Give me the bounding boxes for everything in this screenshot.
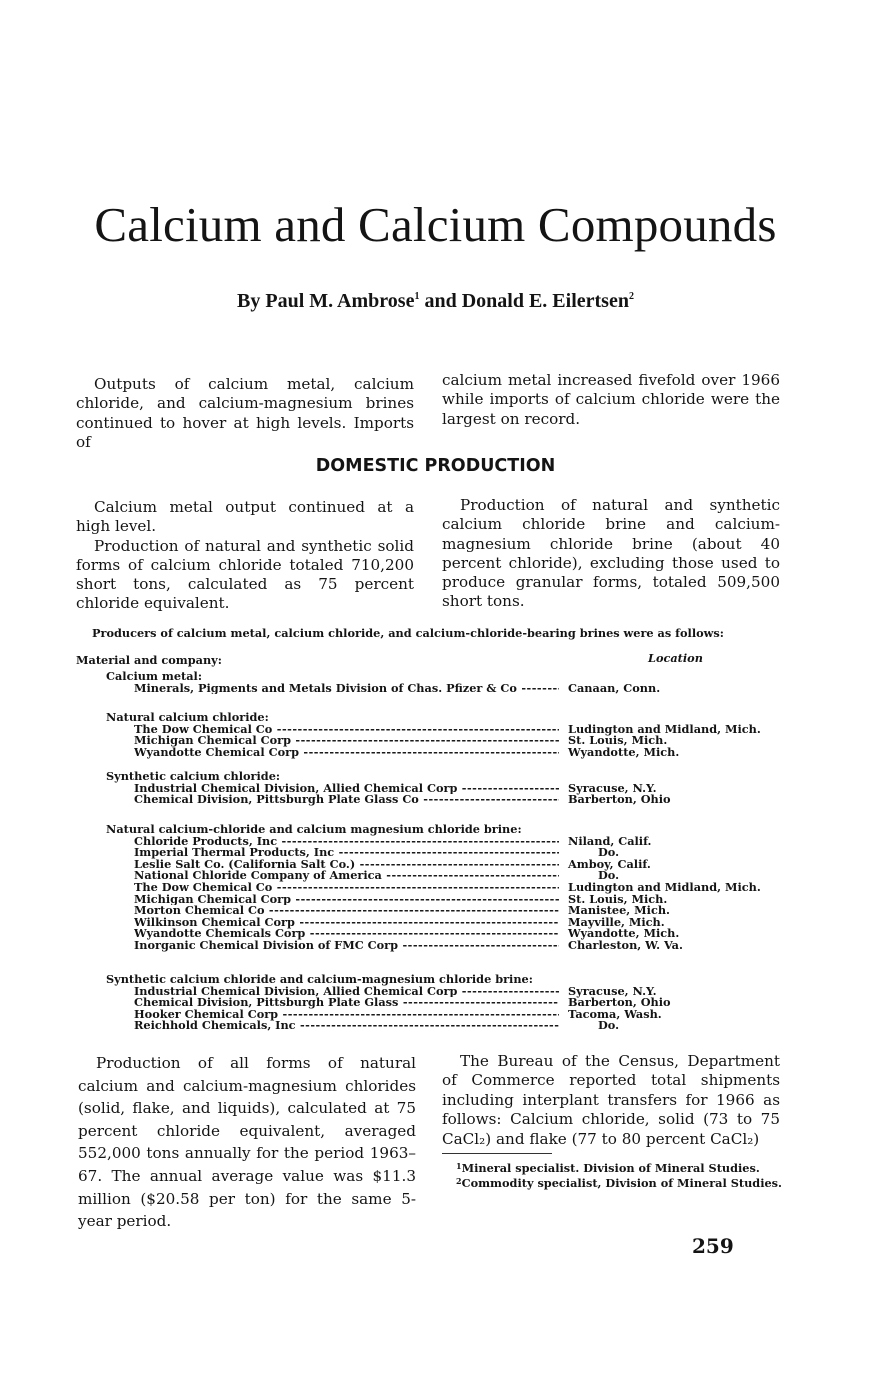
producer-company: Michigan Chemical Corp -----	[134, 893, 559, 906]
producer-location: Do.	[598, 1018, 620, 1033]
producer-location: Amboy, Calif.	[568, 856, 651, 871]
producer-company: Wilkinson Chemical Corp -----	[134, 916, 559, 929]
producer-location: Wyandotte, Mich.	[568, 744, 680, 759]
producer-group-heading: Synthetic calcium chloride:	[106, 769, 281, 783]
page-title: Calcium and Calcium Compounds	[94, 197, 777, 252]
producer-group-heading: Natural calcium chloride:	[106, 710, 269, 724]
producer-company: Reichhold Chemicals, Inc -----	[134, 1019, 559, 1032]
producer-row	[0, 746, 871, 759]
producer-location: Charleston, W. Va.	[568, 938, 683, 952]
domestic-right-p1: Production of natural and synthetic calcium chloride brine and calcium-magnesium chloride brine (about 40 percent chloride), excluding those used to produce granular forms, totaled 509,500 short tons.	[442, 496, 780, 611]
producer-location: Mayville, Mich.	[568, 914, 665, 929]
producer-location: Do.	[598, 868, 620, 883]
producer-company: Leslie Salt Co. (California Salt Co.) -----	[134, 858, 559, 871]
producer-location: St. Louis, Mich.	[568, 733, 668, 748]
intro-left-text: Outputs of calcium metal, calcium chloride, and calcium-magnesium brines continued to hover at high levels. Imports of	[76, 375, 414, 451]
producer-row	[0, 682, 871, 695]
producer-location: Ludington and Midland, Mich.	[568, 880, 761, 894]
domestic-left-p1: Calcium metal output continued at a high level.	[76, 498, 414, 536]
producer-company: Michigan Chemical Corp -----	[134, 734, 559, 747]
producer-location: Syracuse, N.Y.	[568, 983, 657, 998]
producer-location: Barberton, Ohio	[568, 995, 671, 1010]
footnotes	[442, 1160, 782, 1189]
producer-company: The Dow Chemical Co -----	[134, 881, 559, 894]
producer-company: Chemical Division, Pittsburgh Plate Glass -----	[134, 996, 559, 1009]
producer-group-heading: Calcium metal:	[106, 669, 203, 683]
producer-company: The Dow Chemical Co -----	[134, 723, 559, 736]
section-heading: DOMESTIC PRODUCTION	[315, 456, 556, 476]
producer-row	[0, 793, 871, 806]
producer-company: Industrial Chemical Division, Allied Chemical Corp -----	[134, 985, 559, 998]
producer-location: Ludington and Midland, Mich.	[568, 721, 761, 736]
domestic-left-p2: Production of natural and synthetic solid forms of calcium chloride totaled 710,200 short tons, calculated as 75 percent chloride equivalent.	[76, 536, 414, 613]
bottom-left-text: Production of all forms of natural calcium and calcium-magnesium chlorides (solid, flake, and liquids), calculated at 75 percent chloride equivalent, averaged 552,000 tons annually for the period 1963–67. The annual average value was $11.3 million ($20.58 per ton) for the same 5-year period.	[78, 1054, 416, 1231]
producer-location: Niland, Calif.	[568, 833, 652, 848]
footnote-ref-1: 1	[414, 291, 420, 302]
author-2: and Donald E. Eilertsen	[419, 290, 629, 312]
producer-company: Minerals, Pigments and Metals Division of Chas. Pfizer & Co -----	[134, 682, 559, 695]
intro-right-text: calcium metal increased fivefold over 1966 while imports of calcium chloride were the largest on record.	[442, 371, 780, 428]
producer-company: National Chloride Company of America -----	[134, 869, 559, 882]
producer-group-heading: Synthetic calcium chloride and calcium-magnesium chloride brine:	[106, 972, 533, 986]
bottom-left-column	[78, 1052, 416, 1233]
producer-location: Syracuse, N.Y.	[568, 780, 657, 795]
page-number: 259	[692, 1234, 734, 1258]
producer-location: Wyandotte, Mich.	[568, 926, 680, 941]
producer-company: Industrial Chemical Division, Allied Chemical Corp -----	[134, 782, 559, 795]
producer-location: Do.	[598, 845, 620, 860]
producers-intro: Producers of calcium metal, calcium chloride, and calcium-chloride-bearing brines were as follows:	[92, 626, 724, 640]
producer-group-heading: Natural calcium-chloride and calcium magnesium chloride brine:	[106, 822, 522, 836]
footnote-1: $^1$Mineral specialist. Division of Mineral Studies.	[456, 1161, 760, 1175]
footnote-2: $^2$Commodity specialist, Division of Mineral Studies.	[456, 1175, 782, 1190]
col-header-location: Location	[648, 651, 703, 665]
producer-company: Wyandotte Chemicals Corp -----	[134, 927, 559, 940]
producer-company: Chemical Division, Pittsburgh Plate Glass Co -----	[134, 793, 559, 806]
producer-company: Chloride Products, Inc -----	[134, 835, 559, 848]
producer-location: St. Louis, Mich.	[568, 891, 668, 906]
producer-location: Tacoma, Wash.	[568, 1006, 662, 1021]
producer-location: Manistee, Mich.	[568, 903, 670, 918]
producer-company: Hooker Chemical Corp -----	[134, 1008, 559, 1021]
producer-company: Imperial Thermal Products, Inc -----	[134, 846, 559, 859]
footnote-ref-2: 2	[628, 291, 634, 302]
bottom-right-column	[442, 1052, 780, 1149]
producer-row	[0, 1019, 871, 1032]
producer-company: Inorganic Chemical Division of FMC Corp -----	[134, 939, 559, 952]
footnote-divider	[442, 1153, 552, 1154]
producer-location: Barberton, Ohio	[568, 792, 671, 807]
col-header-material: Material and company:	[76, 653, 222, 667]
producer-row	[0, 939, 871, 952]
bottom-right-text: The Bureau of the Census, Department of Commerce reported total shipments including interplant transfers for 1966 as follows: Calcium chloride, solid (73 to 75 CaCl₂) and flake (77 to 80 percent CaCl₂)	[442, 1052, 780, 1148]
producer-location: Canaan, Conn.	[568, 680, 661, 695]
producer-company: Morton Chemical Co -----	[134, 904, 559, 917]
producer-company: Wyandotte Chemical Corp -----	[134, 746, 559, 759]
author-1: By Paul M. Ambrose	[237, 290, 415, 312]
